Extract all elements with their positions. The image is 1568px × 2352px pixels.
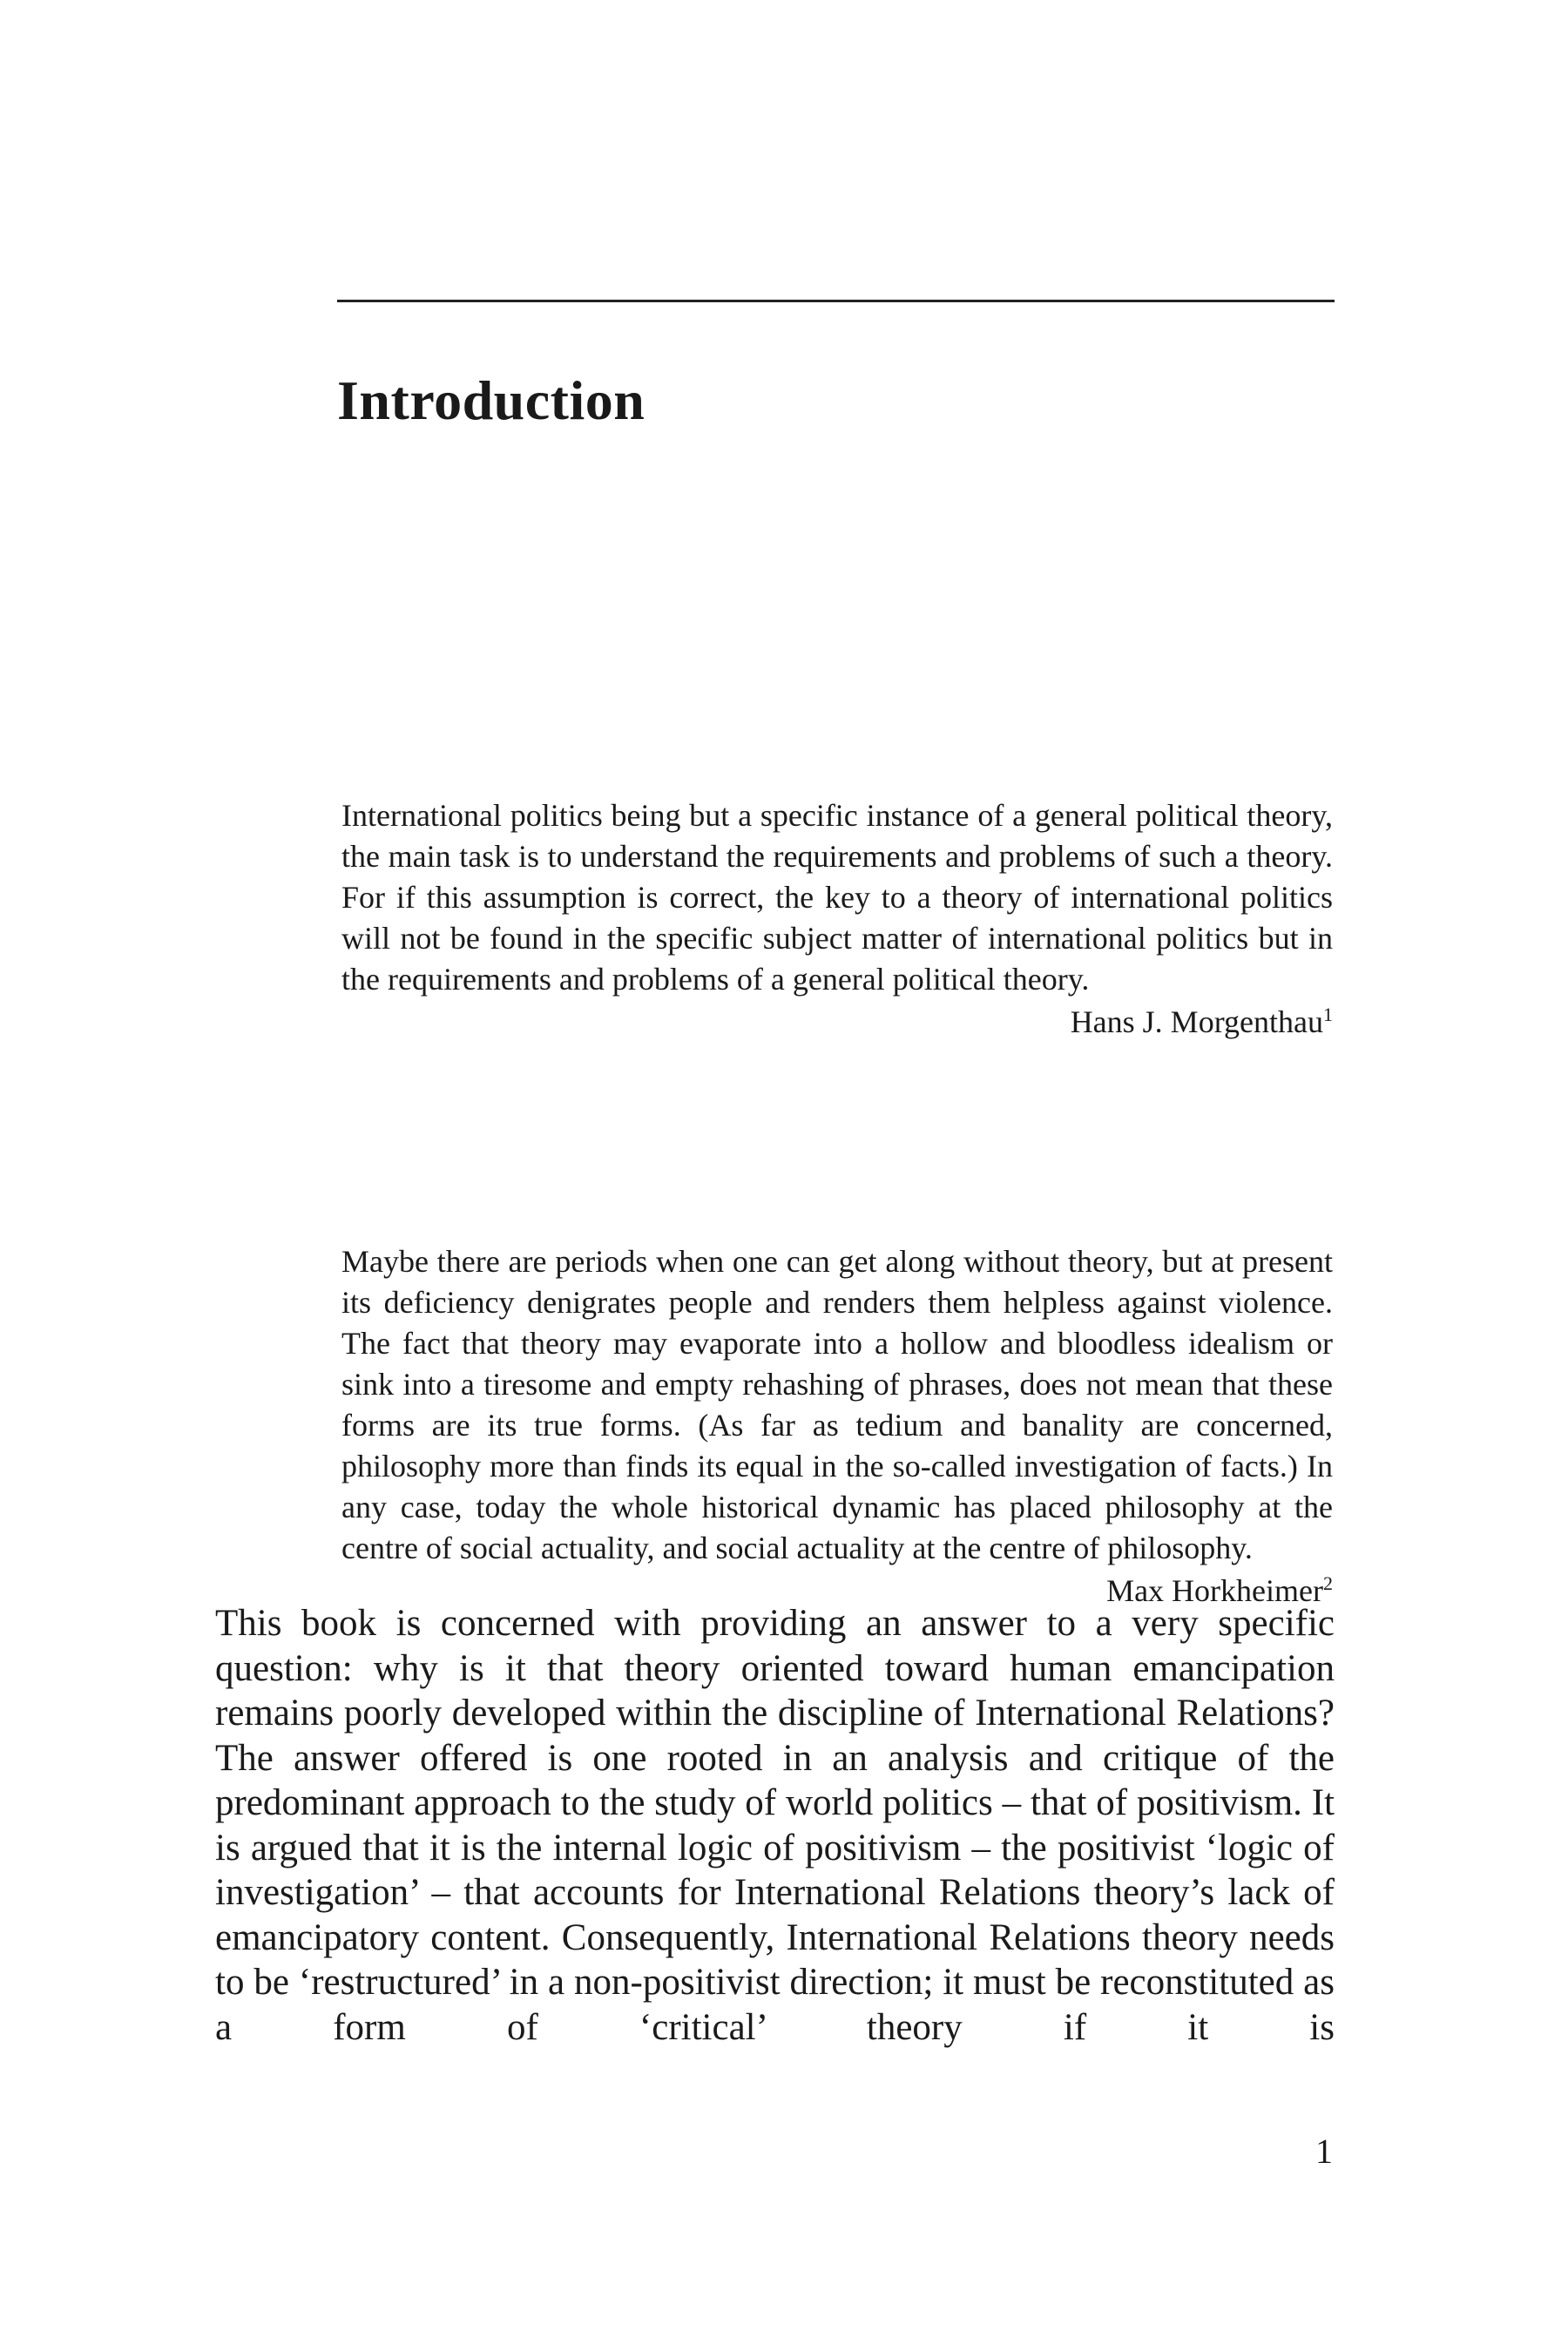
body-paragraph: This book is concerned with providing an answer to a very specific question: why is it that theory oriented toward human emancipation remains poorly developed within the discipline of International Relations? The answer offered is one rooted in an analysis and critique of the predominant approach to the study of world politics – that of positivism. It is argued that it is the internal logic of positivism – the positivist ‘logic of investigation’ – that accounts for International Relations theory’s lack of emancipatory content. Consequently, International Relations theory needs to be ‘restructured’ in a non-positivist direction; it must be reconstituted as a form of ‘critical’ theory if it is <box>215 1603 1335 2048</box>
epigraph-author: Max Horkheimer <box>1106 1573 1323 1608</box>
chapter-top-rule <box>337 300 1335 302</box>
epigraph-morgenthau <box>341 795 1333 1043</box>
footnote-ref: 1 <box>1323 1004 1333 1025</box>
epigraph-horkheimer <box>341 1241 1333 1612</box>
epigraph-text: Maybe there are periods when one can get along without theory, but at present its deficiency denigrates people and renders them helpless against violence. The fact that theory may evaporate into a hollow and bloodless idealism or sink into a tiresome and empty rehashing of phrases, does not mean that these forms are its true forms. (As far as tedium and banality are concerned, philosophy more than finds its equal in the so-called investigation of facts.) In any case, today the whole historical dynamic has placed philosophy at the centre of social actuality, and social actuality at the centre of philosophy. <box>341 1244 1333 1565</box>
chapter-title: Introduction <box>337 369 645 431</box>
epigraph-text: International politics being but a specific instance of a general political theory, the main task is to understand the requirements and problems of such a theory. For if this assumption is correct, the key to a theory of international politics will not be found in the specific subject matter of international politics but in the requirements and problems of a general political theory. <box>341 798 1333 997</box>
epigraph-attribution <box>341 1002 1333 1043</box>
epigraph-author: Hans J. Morgenthau <box>1070 1004 1323 1039</box>
page-number: 1 <box>1315 2132 1333 2171</box>
footnote-ref: 2 <box>1323 1572 1333 1594</box>
